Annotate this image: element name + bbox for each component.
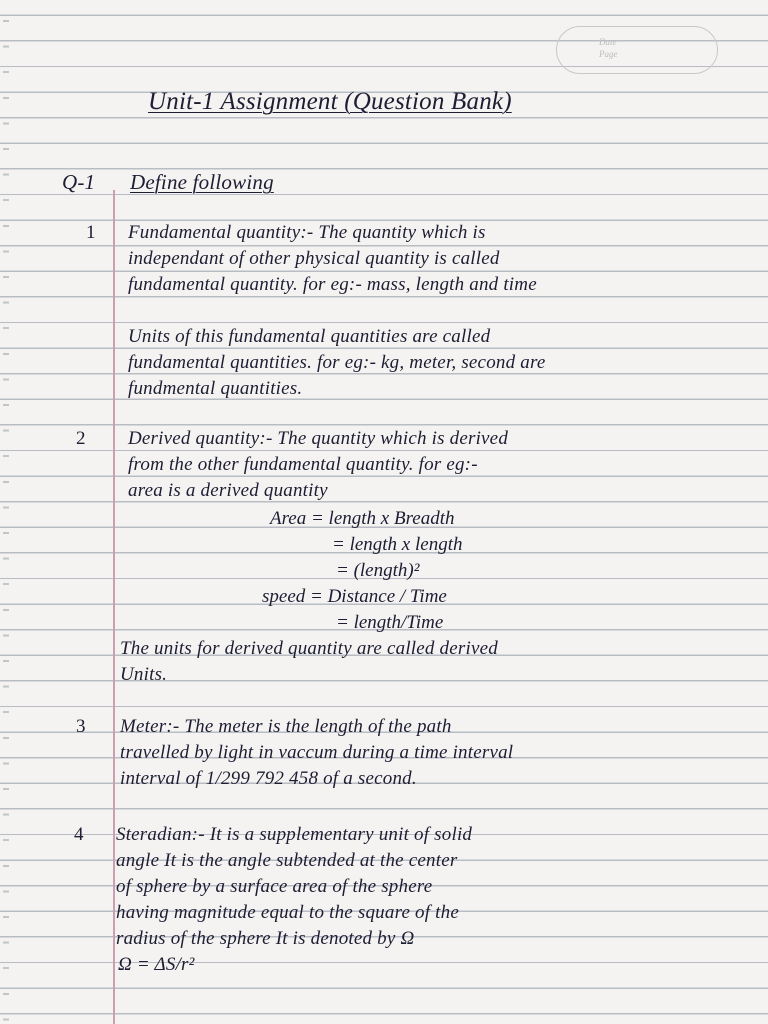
formula-speed-2: = length/Time — [336, 612, 444, 633]
item-1-line-1: Fundamental quantity:- The quantity which is — [128, 222, 486, 243]
item-3-line-2: travelled by light in vaccum during a time interval — [120, 742, 514, 763]
question-text: Define following — [130, 170, 274, 194]
formula-area: Area = length x Breadth — [270, 508, 455, 529]
item-2-closing-1: The units for derived quantity are called derived — [120, 638, 498, 659]
item-1-line-3: fundamental quantity. for eg:- mass, length and time — [128, 274, 537, 295]
item-4-line-6: Ω = ΔS/r² — [118, 954, 195, 975]
question-number: Q-1 — [62, 170, 96, 194]
item-4-line-2: angle It is the angle subtended at the center — [116, 850, 458, 871]
item-4-line-3: of sphere by a surface area of the sphere — [116, 876, 433, 897]
item-number-3: 3 — [76, 716, 86, 737]
item-1-line-4: Units of this fundamental quantities are called — [128, 326, 491, 347]
page-label: Page — [599, 49, 618, 59]
item-1-line-5: fundamental quantities. for eg:- kg, meter, second are — [128, 352, 546, 373]
item-number-2: 2 — [76, 428, 86, 449]
item-3-line-1: Meter:- The meter is the length of the path — [120, 716, 452, 737]
item-2-line-1: Derived quantity:- The quantity which is derived — [128, 428, 509, 449]
formula-speed: speed = Distance / Time — [262, 586, 447, 607]
date-label: Date — [599, 37, 617, 47]
item-number-4: 4 — [74, 824, 84, 845]
item-4-line-5: radius of the sphere It is denoted by Ω — [116, 928, 415, 949]
item-3-line-3: interval of 1/299 792 458 of a second. — [120, 768, 417, 789]
formula-area-3: = (length)² — [336, 560, 420, 581]
item-2-line-2: from the other fundamental quantity. for eg:- — [128, 454, 478, 475]
item-4-line-1: Steradian:- It is a supplementary unit of solid — [116, 824, 473, 845]
item-1-line-2: independant of other physical quantity is called — [128, 248, 500, 269]
item-4-line-4: having magnitude equal to the square of the — [116, 902, 459, 923]
item-number-1: 1 — [86, 222, 96, 243]
item-1-line-6: fundmental quantities. — [128, 378, 303, 399]
item-2-line-3: area is a derived quantity — [128, 480, 328, 501]
page-title: Unit-1 Assignment (Question Bank) — [148, 88, 512, 115]
item-2-closing-2: Units. — [120, 664, 168, 685]
formula-area-2: = length x length — [332, 534, 463, 555]
margin-line — [113, 190, 115, 1024]
date-page-stamp — [556, 26, 718, 74]
